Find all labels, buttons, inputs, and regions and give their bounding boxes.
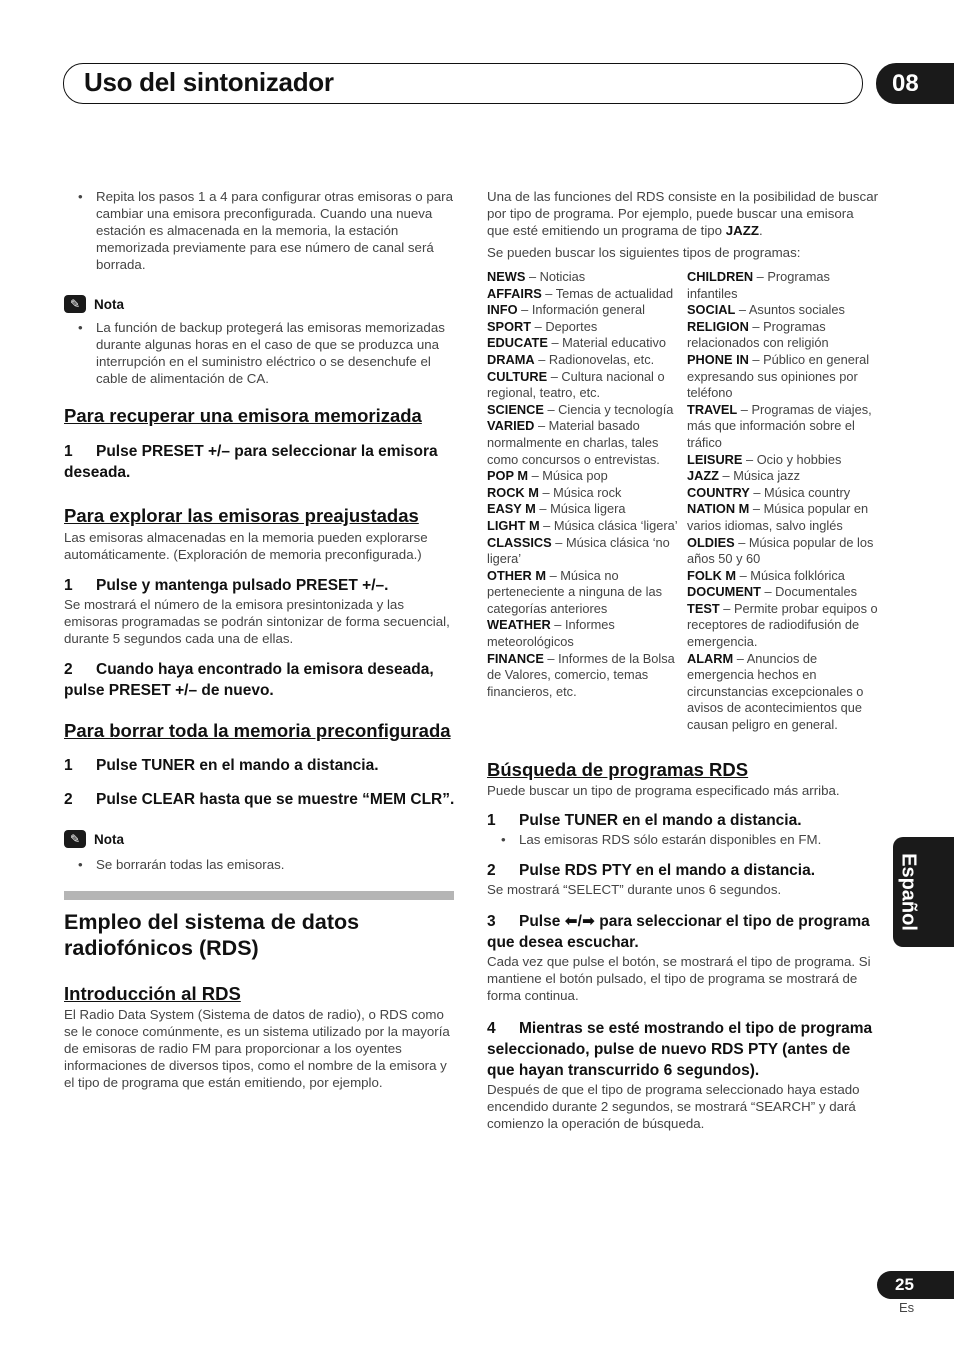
program-type-code: ALARM [687,650,734,666]
program-type-item: WEATHER – Informes meteorológicos [487,617,615,650]
erase-step-2: 2 Pulse CLEAR hasta que se muestre “MEM CLR”. [64,791,455,808]
program-type-description: Material basado normalmente en charlas, tales como concursos o entrevistas. [487,418,660,467]
program-type-item: TEST – Permite probar equipos o receptores de radiodifusión de emergencia. [687,600,878,650]
program-types-col-right [687,269,879,734]
program-type-description: Ciencia y tecnología [558,401,674,417]
program-type-item: SOCIAL – Asuntos sociales [687,302,845,318]
program-type-item: DOCUMENT – Documentales [687,584,857,600]
program-type-description: Programas de viajes, más que información sobre el tráfico [687,401,872,450]
types-intro: Se pueden buscar los siguientes tipos de programas: [487,245,801,260]
program-type-item: FOLK M – Música folklórica [687,567,845,583]
program-type-code: LEISURE [687,451,743,467]
page-title: Uso del sintonizador [84,67,334,97]
explore-intro: Las emisoras almacenadas en la memoria pueden explorarse automáticamente. (Exploración de memoria preconfigurada.) [64,530,428,562]
program-type-code: OTHER M [487,567,547,583]
program-type-item: COUNTRY – Música country [687,484,851,500]
program-type-description: Música country [764,484,851,500]
program-type-code: WEATHER [487,617,551,633]
program-type-code: CLASSICS [487,534,552,550]
program-type-item: LEISURE – Ocio y hobbies [687,451,842,467]
program-type-description: Informes meteorológicos [487,617,615,650]
search-step-3: 3 Pulse ⬅/➡ para seleccionar el tipo de programa que desea escuchar. [487,912,870,951]
program-type-code: DRAMA [487,351,535,367]
program-type-description: Cultura nacional o regional, teatro, etc. [487,368,665,401]
program-type-item: DRAMA – Radionovelas, etc. [487,351,655,367]
search-heading: Búsqueda de programas RDS [487,758,749,780]
program-type-description: Música pop [542,468,608,484]
program-type-description: Música jazz [733,468,801,484]
program-type-code: AFFAIRS [487,285,542,301]
program-type-code: RELIGION [687,318,749,334]
explore-step-1: 1 Pulse y mantenga pulsado PRESET +/–. [64,577,389,594]
program-type-item: VARIED – Material basado normalmente en charlas, tales como concursos o entrevistas. [487,418,660,467]
explore-heading: Para explorar las emisoras preajustadas [64,505,419,526]
program-type-description: Música ligera [550,501,626,517]
program-type-description: Permite probar equipos o receptores de radiodifusión de emergencia. [687,600,878,650]
program-type-description: Temas de actualidad [555,285,674,301]
program-type-description: Música rock [553,484,622,500]
program-type-description: Música popular de los años 50 y 60 [687,534,874,567]
program-type-description: Asuntos sociales [748,302,845,318]
program-type-code: SPORT [487,318,532,334]
program-type-description: Radionovelas, etc. [548,351,655,367]
program-type-code: VARIED [487,418,535,434]
program-type-description: Programas infantiles [687,269,830,301]
intro-rds-heading: Introducción al RDS [64,983,241,1004]
program-type-item: RELIGION – Programas relacionados con religión [687,318,829,351]
program-type-description: Ocio y hobbies [756,451,842,467]
program-type-code: NATION M [687,501,750,517]
search-step-4-text: Después de que el tipo de programa seleccionado haya estado encendido durante 2 segundos, se mostrará “SEARCH” y dará comienzo la operación de búsqueda. [487,1081,860,1131]
search-step-2-text: Se mostrará “SELECT” durante unos 6 segundos. [487,881,782,897]
program-type-item: TRAVEL – Programas de viajes, más que información sobre el tráfico [687,401,872,450]
left-column [64,188,456,1091]
search-step-1-bullet: • Las emisoras RDS sólo estarán disponibles en FM. [487,831,879,848]
program-type-item: ALARM – Anuncios de emergencia hechos en circunstancias excepcionales o avisos de acontecimientos que causan peligro en general. [687,650,864,733]
program-type-description: Música popular en varios idiomas, salvo inglés [687,501,869,533]
program-type-code: FOLK M [687,567,737,583]
program-type-description: Material educativo [562,335,666,351]
program-type-code: CHILDREN [687,269,754,284]
program-type-description: Informes de la Bolsa de Valores, comercio, temas financieros, etc. [487,650,675,699]
program-type-item: OTHER M – Música no perteneciente a ninguna de las categorías anteriores [487,567,663,616]
bullet-list [64,188,456,273]
program-type-item: LIGHT M – Música clásica ‘ligera’ [487,517,678,533]
program-type-description: Público en general expresando sus opiniones por teléfono [687,351,870,401]
program-type-code: NEWS [487,269,526,284]
rds-intro-text: Una de las funciones del RDS consiste en la posibilidad de buscar por tipo de programa. Por ejemplo, puede buscar una emisora que esté emitiendo un programa de tipo JAZZ. [487,189,879,238]
program-type-item: NEWS – Noticias [487,269,586,284]
program-type-code: JAZZ [687,468,719,484]
note-header [64,295,456,313]
program-type-description: Anuncios de emergencia hechos en circunstancias excepcionales o avisos de acontecimientos que causan peligro en general. [687,650,864,733]
program-type-item: JAZZ – Música jazz [687,468,801,484]
right-column [487,188,879,1132]
erase-step-1: 1 Pulse TUNER en el mando a distancia. [64,757,379,774]
program-type-item: INFO – Información general [487,302,645,318]
program-type-code: PHONE IN [687,351,749,367]
recall-step-1: 1 Pulse PRESET +/– para seleccionar la emisora deseada. [64,443,438,481]
program-type-item: EDUCATE – Material educativo [487,335,666,351]
program-type-code: LIGHT M [487,517,540,533]
program-type-item: POP M – Música pop [487,468,608,484]
note-header-2 [64,830,456,848]
program-type-description: Programas relacionados con religión [687,318,829,351]
note-label-2: Nota [94,831,124,847]
explore-step-2: 2 Cuando haya encontrado la emisora deseada, pulse PRESET +/– de nuevo. [64,661,434,699]
note-bullets-2 [64,856,456,873]
program-type-code: OLDIES [687,534,735,550]
rds-section-title: Empleo del sistema de datos radiofónicos (RDS) [64,910,360,960]
program-type-item: SPORT – Deportes [487,318,598,334]
note-icon: ✎ [64,830,86,848]
program-type-description: Noticias [539,269,586,284]
note-icon: ✎ [64,295,86,313]
program-type-item: SCIENCE – Ciencia y tecnología [487,401,674,417]
search-step-1-bullets [487,831,879,848]
program-type-code: POP M [487,468,529,484]
note-block-2 [64,830,456,873]
program-type-code: FINANCE [487,650,544,666]
program-type-description: Deportes [545,318,598,334]
program-type-item: CHILDREN – Programas infantiles [687,269,830,301]
program-type-code: CULTURE [487,368,548,384]
program-type-item: NATION M – Música popular en varios idiomas, salvo inglés [687,501,869,533]
section-divider [64,891,454,900]
erase-heading: Para borrar toda la memoria preconfigurada [64,720,451,741]
program-type-item: PHONE IN – Público en general expresando sus opiniones por teléfono [687,351,870,401]
note-block [64,295,456,387]
search-step-3-text: Cada vez que pulse el botón, se mostrará el tipo de programa. Si mantiene el botón pulsado, el tipo de programa se mostrará de forma continua. [487,953,871,1003]
program-type-code: EASY M [487,501,536,517]
program-type-code: TEST [687,600,720,616]
program-type-code: ROCK M [487,484,539,500]
program-type-description: Música folklórica [750,567,845,583]
program-type-code: EDUCATE [487,335,548,351]
program-type-code: TRAVEL [687,401,738,417]
program-type-item: ROCK M – Música rock [487,484,622,500]
note-label: Nota [94,296,124,312]
note-bullet-item: • La función de backup protegerá las emisoras memorizadas durante algunas horas en el caso de que se produzca una interrupción en el suministro eléctrico o se desenchufe el cable de alimentación de CA. [64,319,456,387]
explore-step-1-text: Se mostrará el número de la emisora presintonizada y las emisoras programadas se podrán sintonizar de forma secuencial, durante 5 segundos cada una de ellas. [64,597,450,646]
program-type-description: Música clásica ‘no ligera’ [487,534,670,567]
page-number: 25 [877,1271,954,1299]
program-type-item: CLASSICS – Música clásica ‘no ligera’ [487,534,670,567]
program-type-item: EASY M – Música ligera [487,501,626,517]
page-language-code: Es [899,1300,915,1315]
recall-heading: Para recuperar una emisora memorizada [64,405,422,426]
program-type-description: Documentales [775,584,857,600]
chapter-badge: 08 [876,63,954,104]
bullet-item: • Repita los pasos 1 a 4 para configurar otras emisoras o para cambiar una emisora preconfigurada. Cuando una nueva estación es almacenada en la memoria, la estación memorizada previamente para ese número de canal será borrada. [64,188,456,273]
program-type-item: CULTURE – Cultura nacional o regional, teatro, etc. [487,368,665,401]
program-type-item: AFFAIRS – Temas de actualidad [487,285,674,301]
note-bullet-item-2: • Se borrarán todas las emisoras. [64,856,456,873]
program-type-code: DOCUMENT [687,584,761,600]
program-types-col-left [487,269,679,734]
intro-rds-text: El Radio Data System (Sistema de datos de radio), o RDS como se le conoce comúnmente, es un sistema utilizado por la mayoría de emisoras de radio FM para proporcionar a los oyentes informaciones de diversos tipos, como el nombre de la emisora y el tipo de programa que están emitiendo, por ejemplo. [64,1007,450,1090]
program-type-description: Música no perteneciente a ninguna de las categorías anteriores [487,567,663,616]
search-step-1: 1 Pulse TUNER en el mando a distancia. [487,811,802,829]
program-type-description: Música clásica ‘ligera’ [553,517,678,533]
program-type-item: OLDIES – Música popular de los años 50 y 60 [687,534,874,567]
program-types-list [487,269,879,734]
program-type-code: SCIENCE [487,401,544,417]
note-bullets [64,319,456,387]
language-tab-label: Español [897,853,920,931]
program-type-code: SOCIAL [687,302,736,318]
program-type-code: COUNTRY [687,484,750,500]
program-type-item: FINANCE – Informes de la Bolsa de Valores, comercio, temas financieros, etc. [487,650,675,699]
search-intro: Puede buscar un tipo de programa especificado más arriba. [487,782,840,798]
program-type-description: Información general [531,302,645,318]
program-type-code: INFO [487,302,518,318]
search-step-2: 2 Pulse RDS PTY en el mando a distancia. [487,861,816,879]
search-step-4: 4 Mientras se esté mostrando el tipo de programa seleccionado, pulse de nuevo RDS PTY (antes de que hayan transcurrido 6 segundos). [487,1019,873,1079]
